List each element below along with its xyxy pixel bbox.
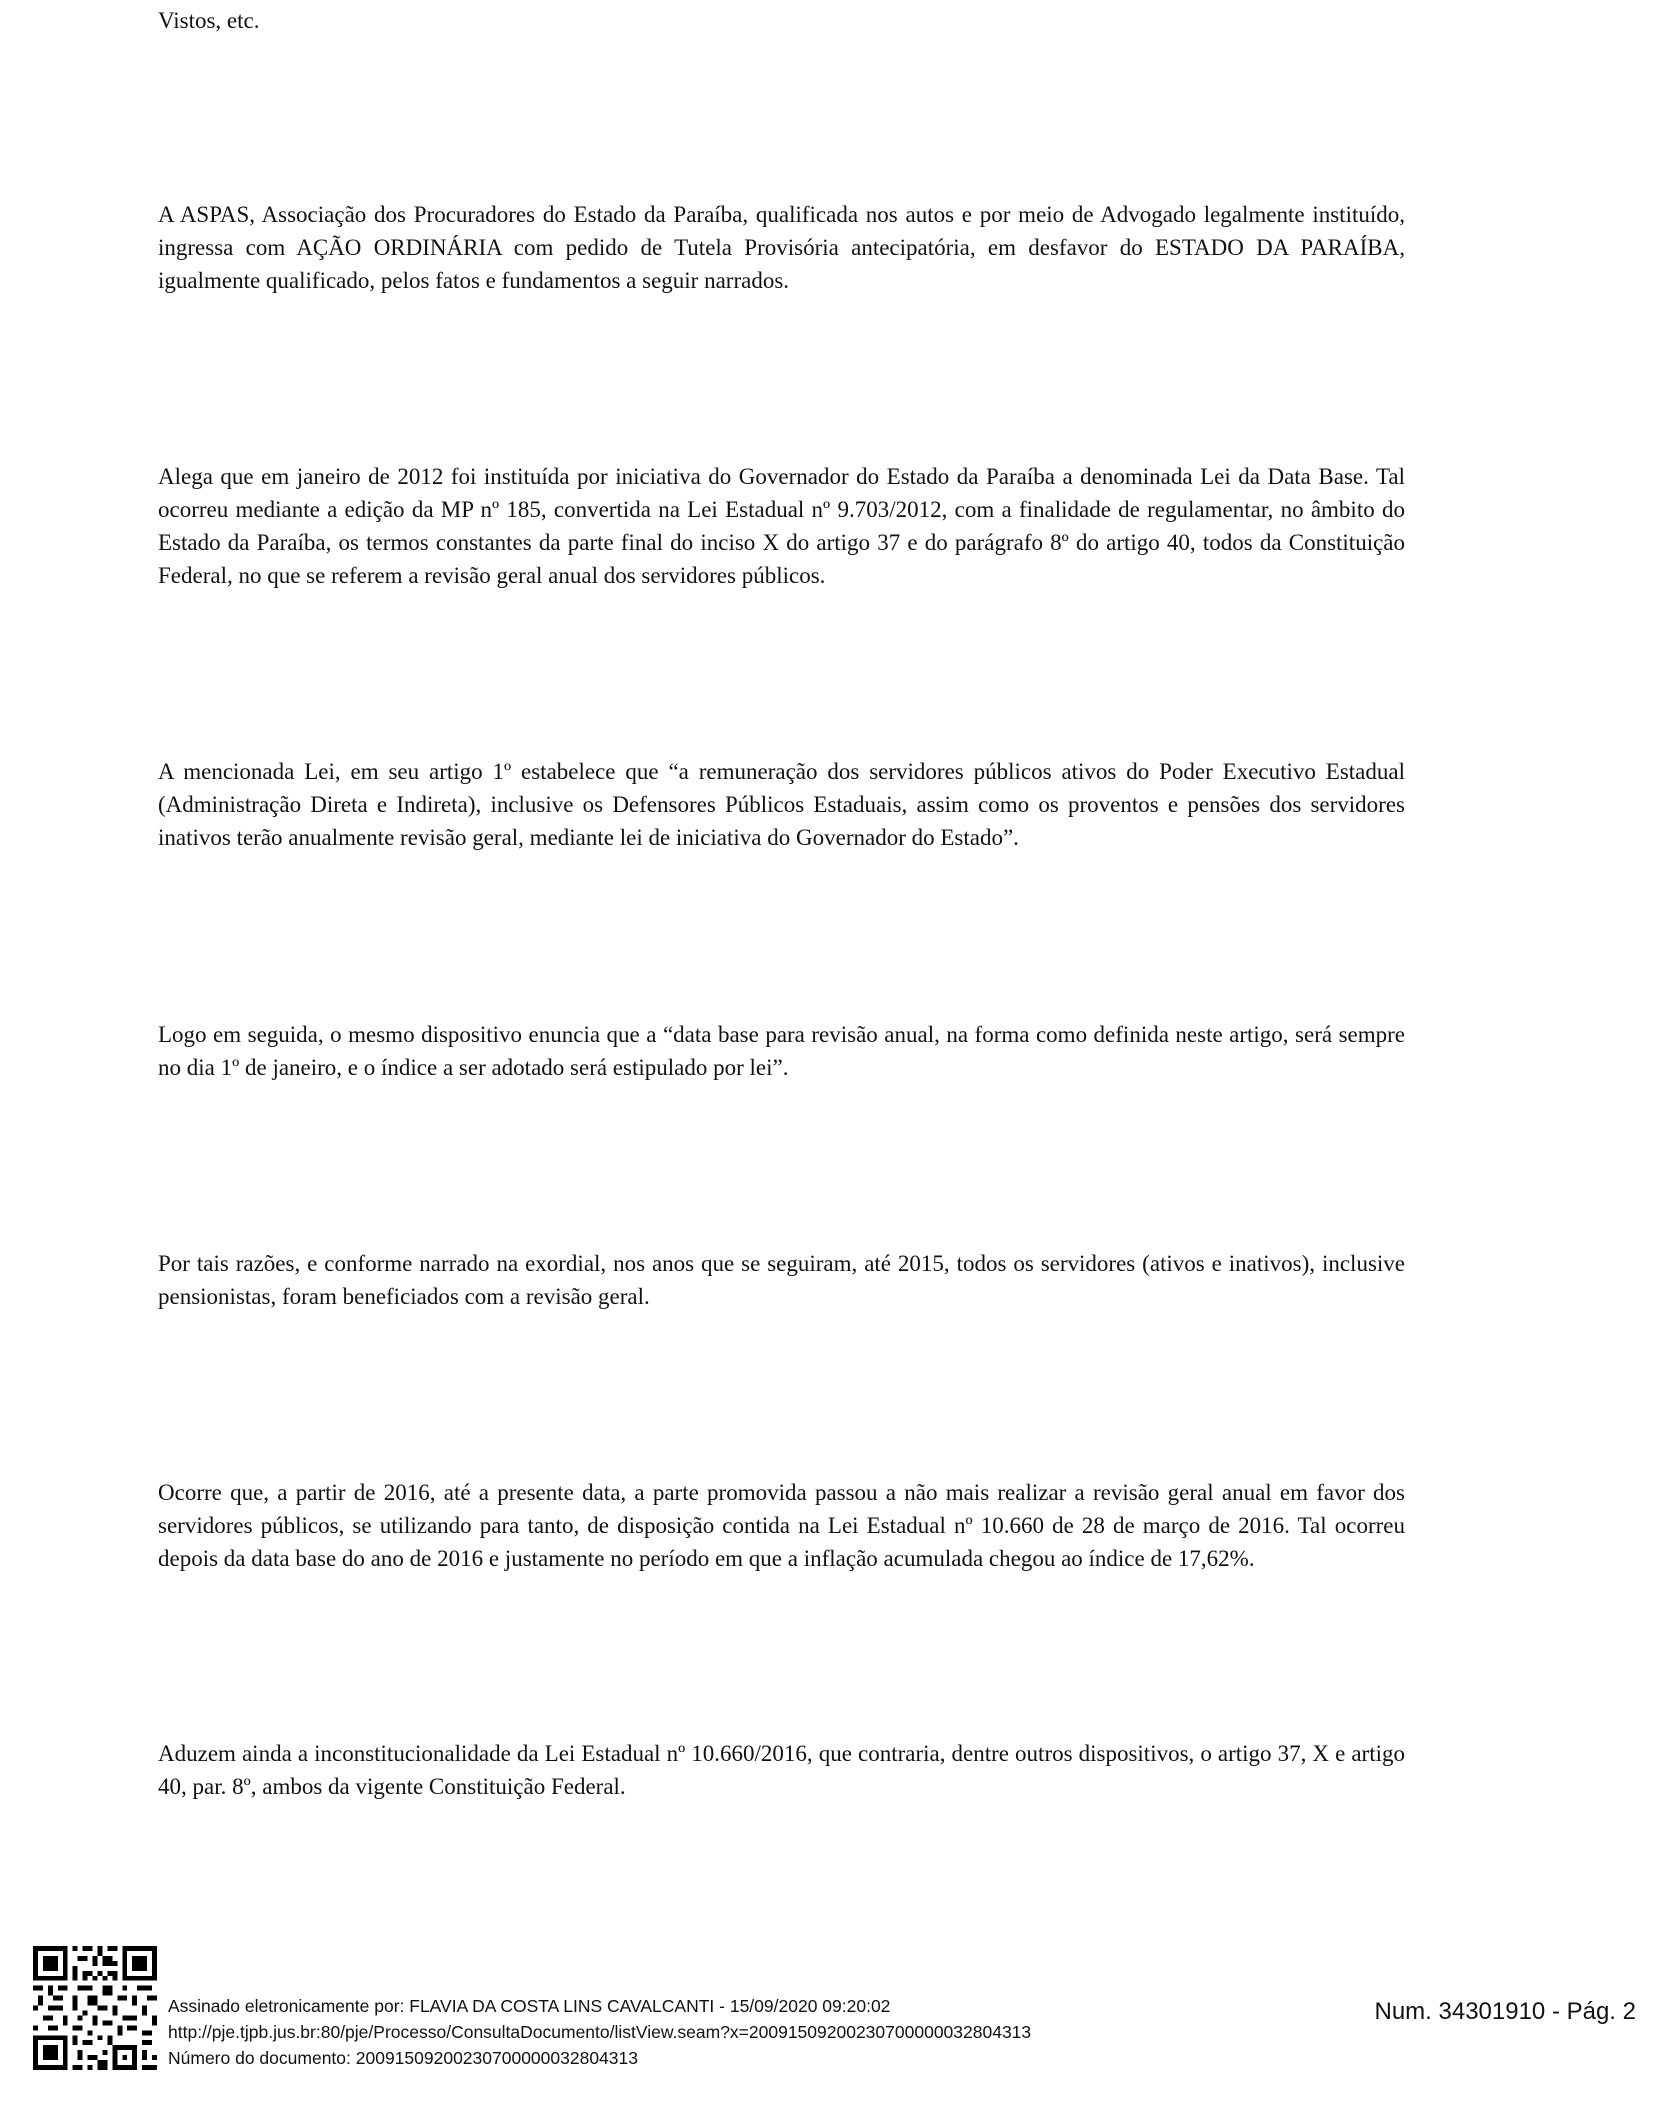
- greeting-text: Vistos, etc.: [158, 8, 260, 33]
- qr-code-icon: [33, 1946, 157, 2070]
- document-number-line: Número do documento: 20091509200230700000032804313: [168, 2048, 638, 2068]
- paragraph-2: Alega que em janeiro de 2012 foi instituída por iniciativa do Governador do Estado da Paraíba a denominada Lei da Data Base. Tal ocorreu mediante a edição da MP nº 185, convertida na Lei Estadual nº 9.703/2012, com a finalidade de regulamentar, no âmbito do Estado da Paraíba, os termos constantes da parte final do inciso X do artigo 37 e do parágrafo 8º do artigo 40, todos da Constituição Federal, no que se referem a revisão geral anual dos servidores públicos.: [158, 464, 1405, 588]
- signed-by-line: Assinado eletronicamente por: FLAVIA DA COSTA LINS CAVALCANTI - 15/09/2020 09:20:02: [168, 1996, 891, 2016]
- page-number: Num. 34301910 - Pág. 2: [1374, 1998, 1636, 2025]
- paragraph-4: Logo em seguida, o mesmo dispositivo enuncia que a “data base para revisão anual, na forma como definida neste artigo, será sempre no dia 1º de janeiro, e o índice a ser adotado será estipulado por lei”.: [158, 1022, 1405, 1080]
- paragraph-6: Ocorre que, a partir de 2016, até a presente data, a parte promovida passou a não mais realizar a revisão geral anual em favor dos servidores públicos, se utilizando para tanto, de disposição contida na Lei Estadual nº 10.660 de 28 de março de 2016. Tal ocorreu depois da data base do ano de 2016 e justamente no período em que a inflação acumulada chegou ao índice de 17,62%.: [158, 1480, 1405, 1571]
- document-url-link[interactable]: http://pje.tjpb.jus.br:80/pje/Processo/ConsultaDocumento/listView.seam?x=20091509200230700000032804313: [168, 2022, 1032, 2042]
- signature-footer: [168, 1993, 1031, 2071]
- paragraph-7: Aduzem ainda a inconstitucionalidade da Lei Estadual nº 10.660/2016, que contraria, dentre outros dispositivos, o artigo 37, X e artigo 40, par. 8º, ambos da vigente Constituição Federal.: [158, 1741, 1405, 1799]
- paragraph-5: Por tais razões, e conforme narrado na exordial, nos anos que se seguiram, até 2015, todos os servidores (ativos e inativos), inclusive pensionistas, foram beneficiados com a revisão geral.: [158, 1251, 1405, 1309]
- paragraph-1: A ASPAS, Associação dos Procuradores do Estado da Paraíba, qualificada nos autos e por meio de Advogado legalmente instituído, ingressa com AÇÃO ORDINÁRIA com pedido de Tutela Provisória antecipatória, em desfavor do ESTADO DA PARAÍBA, igualmente qualificado, pelos fatos e fundamentos a seguir narrados.: [158, 202, 1405, 293]
- paragraph-3: A mencionada Lei, em seu artigo 1º estabelece que “a remuneração dos servidores públicos ativos do Poder Executivo Estadual (Administração Direta e Indireta), inclusive os Defensores Públicos Estaduais, assim como os proventos e pensões dos servidores inativos terão anualmente revisão geral, mediante lei de iniciativa do Governador do Estado”.: [158, 759, 1405, 850]
